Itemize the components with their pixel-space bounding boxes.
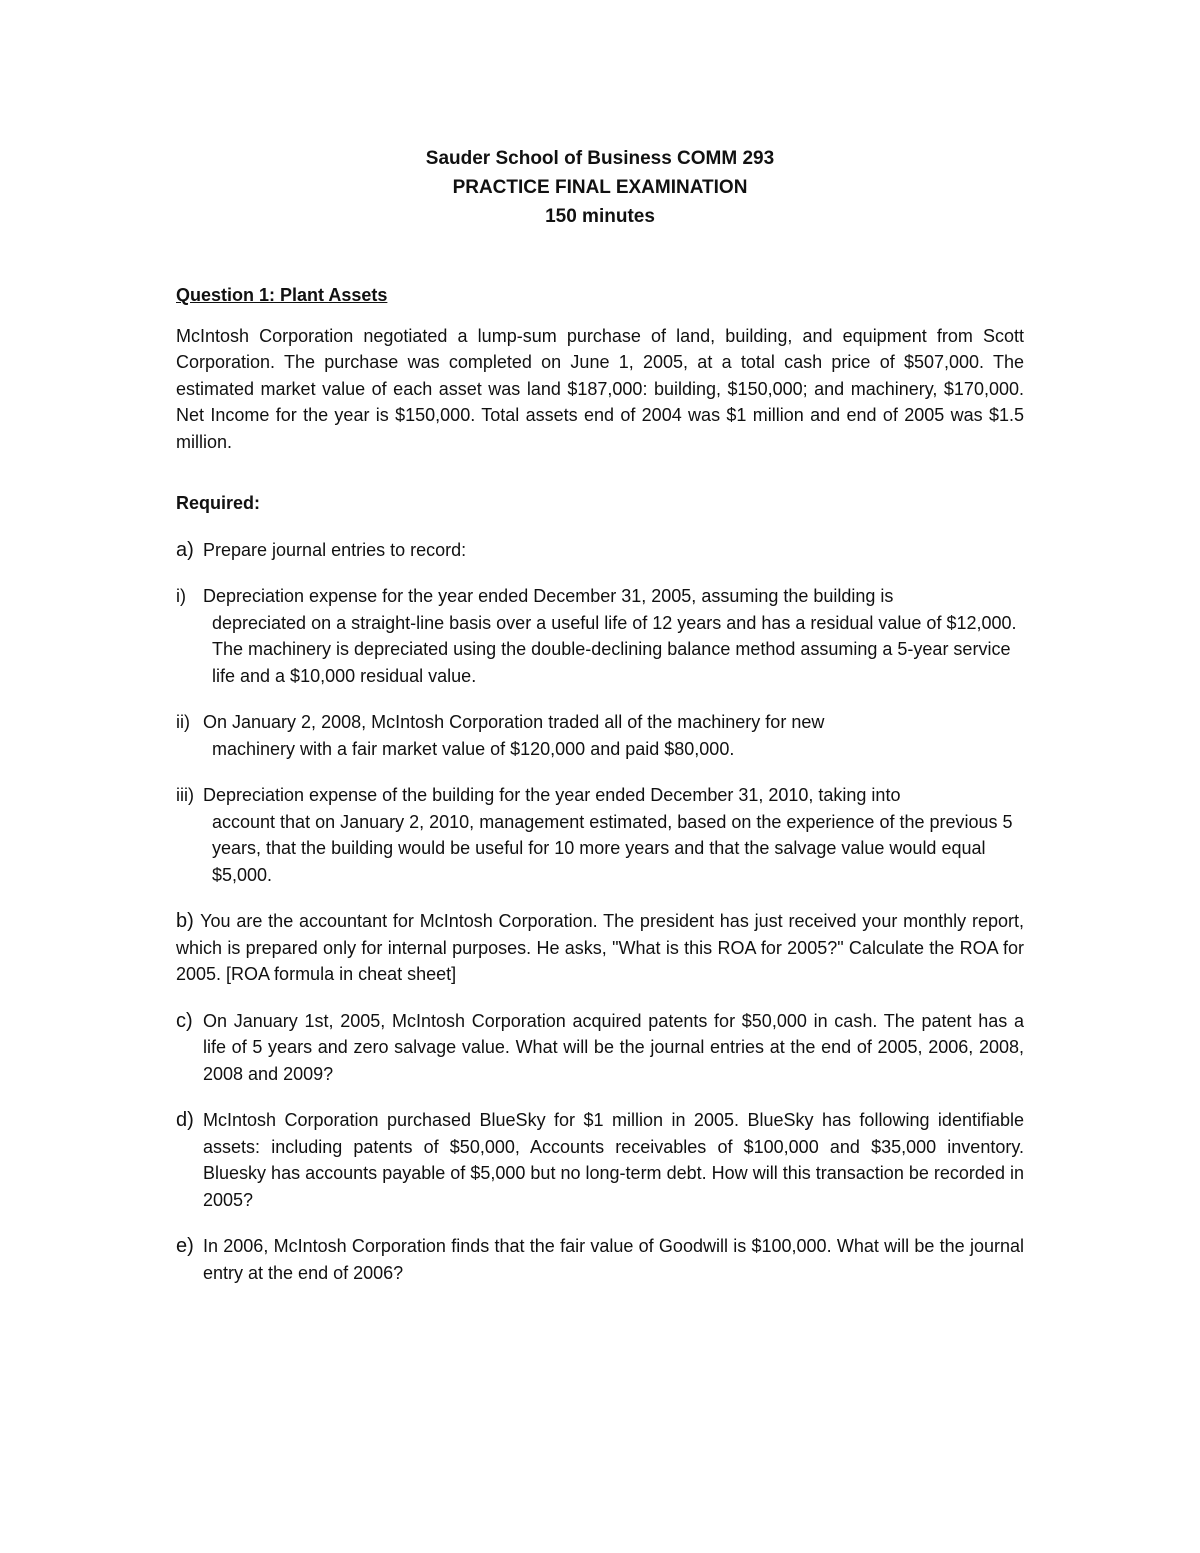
part-c — [176, 1008, 1024, 1088]
part-a-i-marker: i) — [176, 586, 186, 606]
part-a-ii-first-line: On January 2, 2008, McIntosh Corporation traded all of the machinery for new — [203, 712, 825, 732]
part-a-iii-first-line: Depreciation expense of the building for the year ended December 31, 2010, taking into — [203, 785, 901, 805]
part-e-marker: e) — [176, 1235, 194, 1257]
course-title: Sauder School of Business COMM 293 — [425, 148, 775, 169]
part-a-iii-marker: iii) — [176, 785, 194, 805]
part-d-marker: d) — [176, 1109, 194, 1131]
part-c-marker: c) — [176, 1009, 193, 1032]
required-heading: Required: — [176, 493, 261, 513]
part-e — [176, 1233, 1024, 1286]
part-a-ii-marker: ii) — [176, 712, 190, 732]
part-c-text: On January 1st, 2005, McIntosh Corporation acquired patents for $50,000 in cash. The patent has a life of 5 years and zero salvage value. What will be the journal entries at the end of 2005, 2006, 2008, 2008 and 2009? — [203, 1010, 1024, 1084]
part-a-ii-continuation: machinery with a fair market value of $120,000 and paid $80,000. — [212, 738, 735, 759]
part-a-text: Prepare journal entries to record: — [203, 539, 467, 560]
document-header — [0, 144, 1200, 231]
exam-duration: 150 minutes — [545, 206, 655, 227]
part-a-ii — [176, 709, 1024, 762]
part-b — [176, 908, 1024, 988]
question-intro: McIntosh Corporation negotiated a lump-sum purchase of land, building, and equipment from Scott Corporation. The purchase was completed on June 1, 2005, at a total cash price of $507,000. The estimated market value of each asset was land $187,000: building, $150,000; and machinery, $170,000. Net Income for the year is $150,000. Total assets end of 2004 was $1 million and end of 2005 was $1.5 million. — [176, 325, 1024, 452]
part-a-iii-continuation: account that on January 2, 2010, management estimated, based on the experience of the previous 5 years, that the building would be useful for 10 more years and that the salvage value would equal $5,000. — [212, 811, 1013, 885]
part-a-marker: a) — [176, 538, 194, 561]
part-d-text: McIntosh Corporation purchased BlueSky for $1 million in 2005. BlueSky has following identifiable assets: including patents of $50,000, Accounts receivables of $100,000 and $35,000 inventory. Bluesky has accounts payable of $5,000 but no long-term debt. How will this transaction be recorded in 2005? — [203, 1110, 1024, 1210]
part-d — [176, 1107, 1024, 1213]
part-a-i-continuation: depreciated on a straight-line basis over a useful life of 12 years and has a residual value of $12,000. The machinery is depreciated using the double-declining balance method assuming a 5-year service life and a $10,000 residual value. — [212, 612, 1017, 686]
exam-title: PRACTICE FINAL EXAMINATION — [452, 177, 748, 198]
document-body — [176, 282, 1024, 1306]
part-a — [176, 537, 1024, 564]
part-a-i-first-line: Depreciation expense for the year ended December 31, 2005, assuming the building is — [203, 586, 894, 606]
question-title: Question 1: Plant Assets — [176, 285, 388, 305]
part-a-i — [176, 583, 1024, 689]
part-b-marker: b) — [176, 910, 201, 932]
part-b-text: You are the accountant for McIntosh Corporation. The president has just received your monthly report, which is prepared only for internal purposes. He asks, "What is this ROA for 2005?" Calculate the ROA for 2005. [ROA formula in cheat sheet] — [176, 911, 1024, 984]
part-a-iii — [176, 782, 1024, 888]
part-e-text: In 2006, McIntosh Corporation finds that the fair value of Goodwill is $100,000. What will be the journal entry at the end of 2006? — [203, 1236, 1024, 1283]
